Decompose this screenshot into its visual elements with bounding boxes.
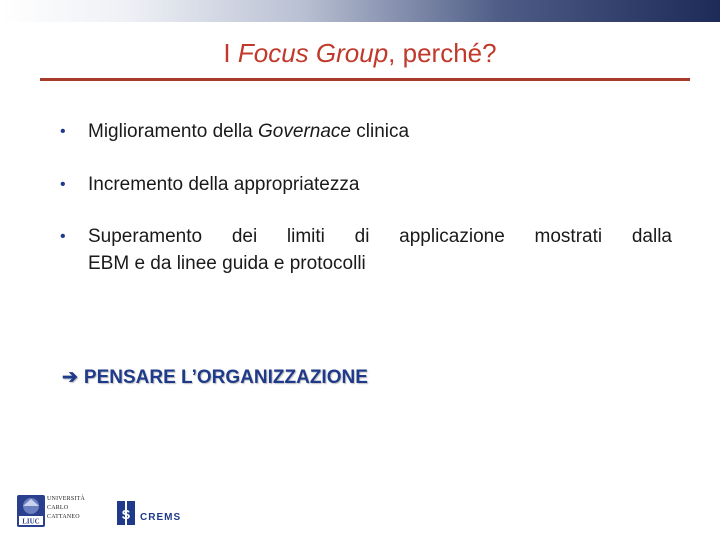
bullet-dot: • [60,123,66,140]
conclusion-statement [62,366,368,389]
bullet-text-line: EBM e da linee guida e protocolli [88,253,366,274]
crems-name: CREMS [140,512,182,523]
bullet-list [60,118,672,277]
title-underline-rule [40,78,690,81]
university-logo [16,494,90,528]
bullet-text-part: clinica [350,121,410,142]
conclusion-text: PENSARE L’ORGANIZZAZIONE [83,367,368,388]
crest-letters: LIUC [22,517,40,526]
title-prefix: I [223,38,238,68]
university-crest-icon [16,494,46,528]
crems-mark-letter: S [121,507,131,522]
bullet-text-italic: Governace [258,121,351,142]
bullet-item [60,223,672,277]
top-gradient-band [0,0,720,22]
bullet-item [60,171,672,198]
university-name [47,495,85,522]
bullet-item [60,118,672,145]
title-suffix: , perché? [388,38,497,68]
crems-mark-icon [116,500,136,526]
slide-title [0,38,720,69]
bullet-text-part: Miglioramento della [88,121,259,142]
title-italic: Focus Group [237,38,389,68]
bullet-text-line: Superamento dei limiti di applicazione mostrati dalla [88,226,672,247]
bullet-dot: • [60,228,66,245]
bullet-dot: • [60,176,66,193]
right-arrow-icon: ➔ [62,367,78,388]
university-name-line: CATTANEO [47,514,80,520]
bullet-text: Incremento della appropriatezza [88,174,360,195]
university-name-line: CARLO [47,505,69,511]
university-name-line: UNIVERSITÀ [47,496,85,502]
